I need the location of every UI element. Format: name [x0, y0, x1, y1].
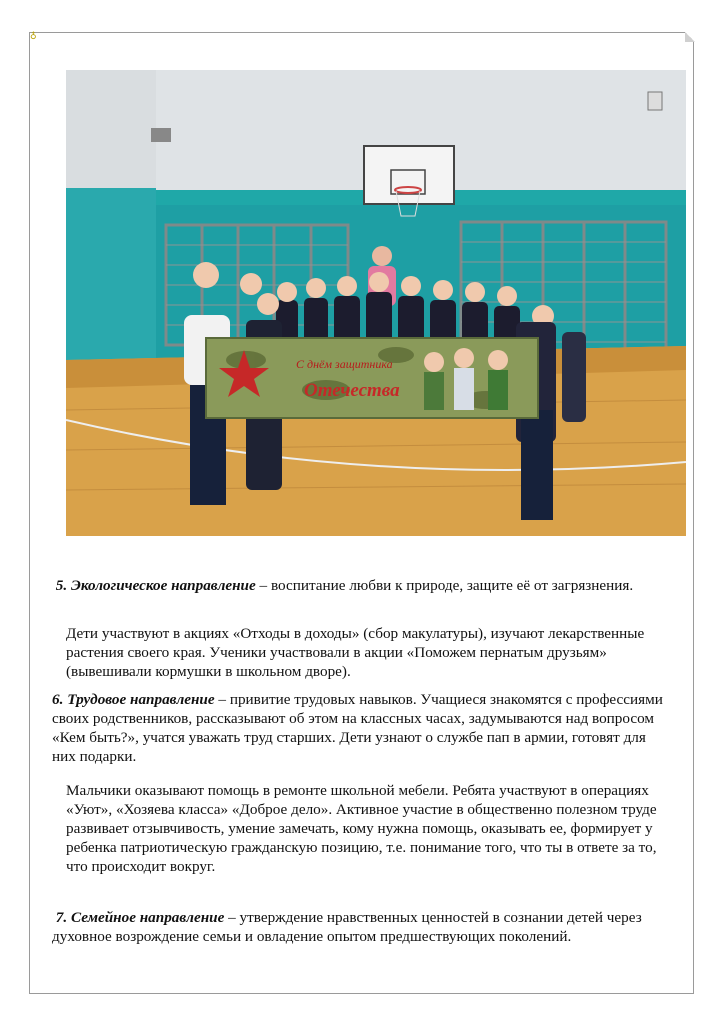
section-5-intro: – воспитание любви к природе, защите её от загрязнения. — [255, 577, 634, 594]
corner-mark-icon: ♁ — [30, 30, 37, 40]
section-5-body-text: Дети участвуют в акциях «Отходы в доходы» (сбор макулатуры), изучают лекарственные растения своего края. Ученики участвовали в акции «Поможем пернатым друзьям» (вывешивали кормушки в школьном дворе). — [66, 625, 645, 680]
section-5 — [52, 576, 672, 595]
section-6-intro: – привитие трудовых навыков. Учащиеся знакомятся с профессиями своих родственников, рассказывают об этом на классных часах, задумываются над вопросом «Кем быть?», учатся уважать труд старших. Дети узнают о службе пап в армии, готовят для них подарки. — [52, 691, 663, 765]
section-6-heading: 6. Трудовое направление — [52, 691, 215, 708]
class-photo — [66, 70, 686, 536]
section-7 — [52, 908, 672, 946]
section-5-body — [52, 624, 670, 681]
section-6-heading-paragraph — [52, 690, 672, 766]
section-7-intro: – утверждение нравственных ценностей в сознании детей через духовное возрождение семьи и овладение опытом предшествующих поколений. — [52, 909, 642, 945]
section-6 — [52, 690, 672, 766]
section-5-heading: 5. Экологическое направление — [55, 577, 256, 594]
section-6-body — [52, 781, 670, 876]
page-corner-fold — [685, 32, 695, 42]
section-7-heading: 7. Семейное направление — [55, 909, 225, 926]
banner-line2: Отечества — [304, 380, 400, 401]
section-6-body-text: Мальчики оказывают помощь в ремонте школьной мебели. Ребята участвуют в операциях «Уют», «Хозяева класса» «Доброе дело». Активное участие в общественно полезном труде развивает отзывчивость, умение замечать, кому нужна помощь, оказывать ее, формирует у ребенка патриотическую гражданскую позицию, т.е. понимание того, что ты в ответе за то, что происходит вокруг. — [66, 782, 657, 875]
banner-line1: С днём защитника — [296, 357, 393, 371]
section-7-heading-paragraph — [52, 908, 672, 946]
photo-image — [66, 70, 686, 536]
section-5-heading-paragraph — [52, 576, 672, 595]
